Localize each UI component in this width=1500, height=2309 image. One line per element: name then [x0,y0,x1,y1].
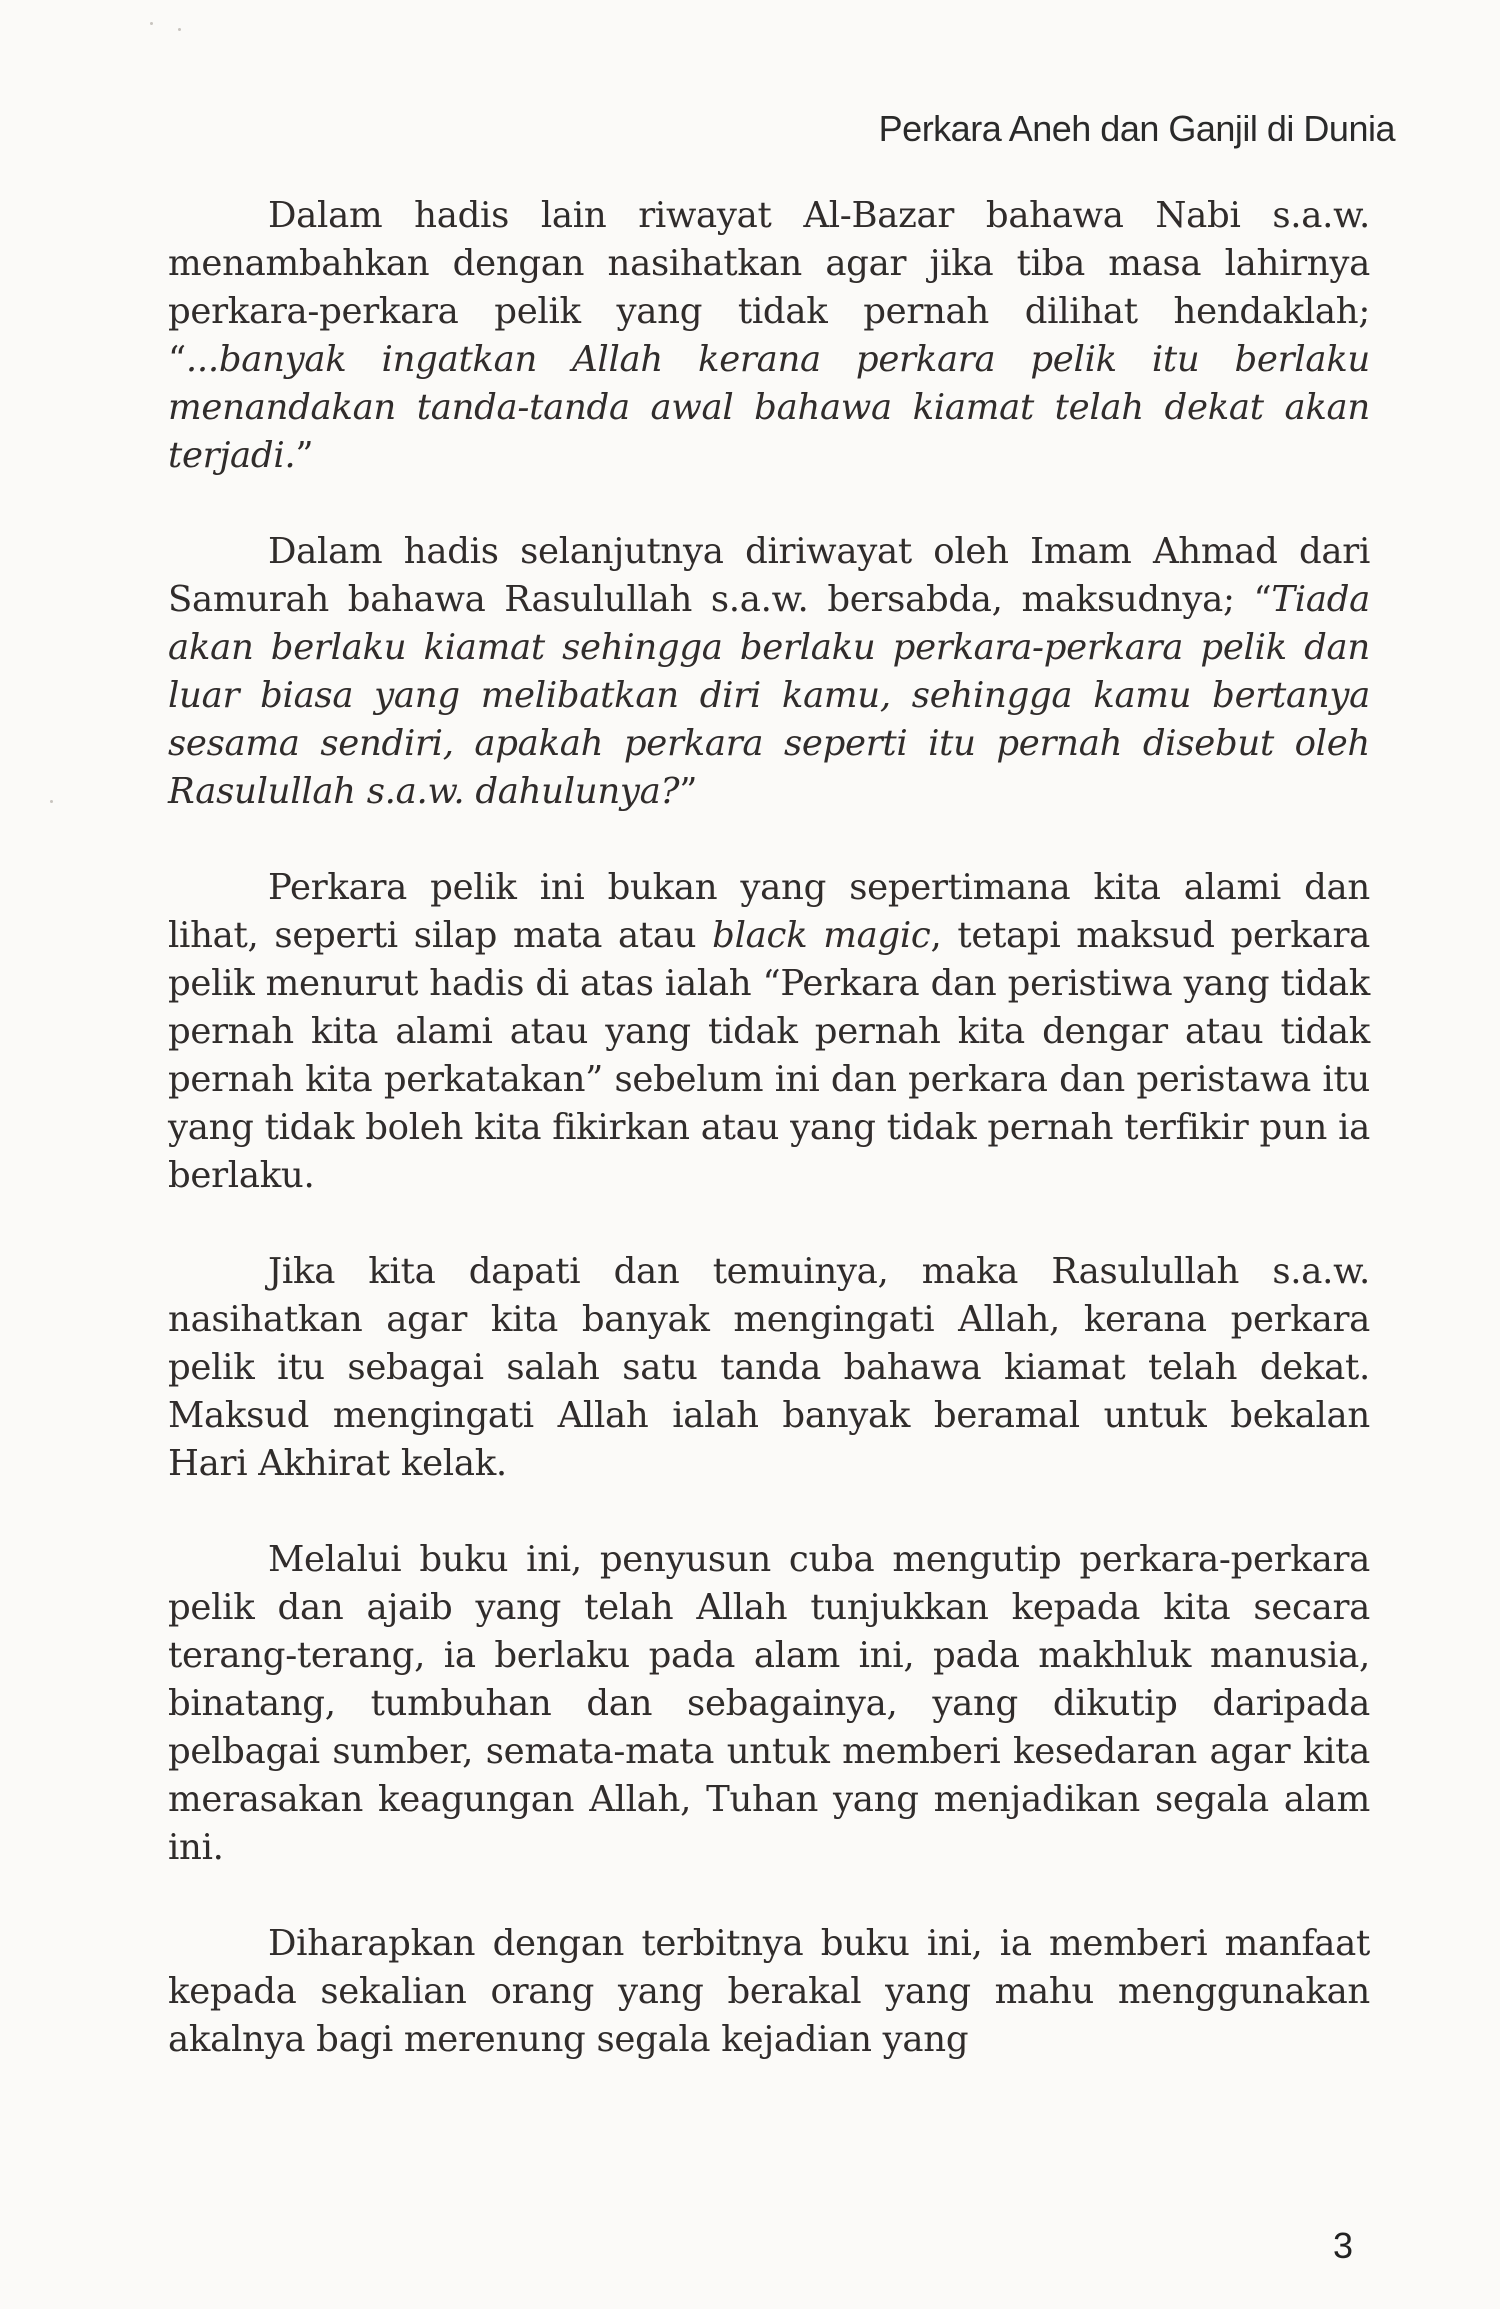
paragraph-text: ” [679,771,698,812]
paragraph-text: Perkara pelik ini bukan yang sepertimana kita alami dan lihat, seperti silap mata atau [168,867,1370,956]
foreign-term: black magic [712,915,931,956]
paragraph-text: Diharapkan dengan terbitnya buku ini, ia memberi manfaat kepada sekalian orang yang berakal yang mahu menggunakan akalnya bagi merenung segala kejadian yang [168,1923,1370,2060]
hadith-quote: Tiada akan berlaku kiamat sehingga berlaku perkara-perkara pelik dan luar biasa yang melibatkan diri kamu, sehingga kamu bertanya sesama sendiri, apakah perkara seperti itu pernah disebut oleh Rasulullah s.a.w. dahulunya? [168,579,1370,812]
paper-speck [50,800,53,803]
paragraph-3 [168,864,1370,1200]
paragraph-2 [168,528,1370,816]
paragraph-1 [168,192,1370,480]
paper-speck [178,28,181,31]
paragraph-text: ” [295,435,314,476]
paragraph-text: Jika kita dapati dan temuinya, maka Rasulullah s.a.w. nasihatkan agar kita banyak mengingati Allah, kerana perkara pelik itu sebagai salah satu tanda bahawa kiamat telah dekat. Maksud mengingati Allah ialah banyak beramal untuk bekalan Hari Akhirat kelak. [168,1251,1370,1484]
paragraph-text: Dalam hadis selanjutnya diriwayat oleh Imam Ahmad dari Samurah bahawa Rasulullah s.a.w. bersabda, maksudnya; “ [168,531,1370,620]
paragraph-text: , tetapi maksud perkara pelik menurut hadis di atas ialah “Perkara dan peristiwa yang tidak pernah kita alami atau yang tidak pernah kita dengar atau tidak pernah kita perkatakan” sebelum ini dan perkara dan peristawa itu yang tidak boleh kita fikirkan atau yang tidak pernah terfikir pun ia berlaku. [168,915,1370,1196]
paragraph-4 [168,1248,1370,1488]
paragraph-5 [168,1536,1370,1872]
paragraph-text: Dalam hadis lain riwayat Al-Bazar bahawa Nabi s.a.w. menambahkan dengan nasihatkan agar jika tiba masa lahirnya perkara-perkara pelik yang tidak pernah dilihat hendaklah; “ [168,195,1370,380]
paragraph-6 [168,1920,1370,2064]
hadith-quote: ...banyak ingatkan Allah kerana perkara pelik itu berlaku menandakan tanda-tanda awal bahawa kiamat telah dekat akan terjadi. [168,339,1370,476]
paragraph-text: Melalui buku ini, penyusun cuba mengutip perkara-perkara pelik dan ajaib yang telah Allah tunjukkan kepada kita secara terang-terang, ia berlaku pada alam ini, pada makhluk manusia, binatang, tumbuhan dan sebagainya, yang dikutip daripada pelbagai sumber, semata-mata untuk memberi kesedaran agar kita merasakan keagungan Allah, Tuhan yang menjadikan segala alam ini. [168,1539,1370,1868]
running-header: Perkara Aneh dan Ganjil di Dunia [878,108,1395,149]
paper-speck [150,22,153,25]
page-number: 3 [1332,2225,1353,2266]
page-body [168,192,1370,2112]
